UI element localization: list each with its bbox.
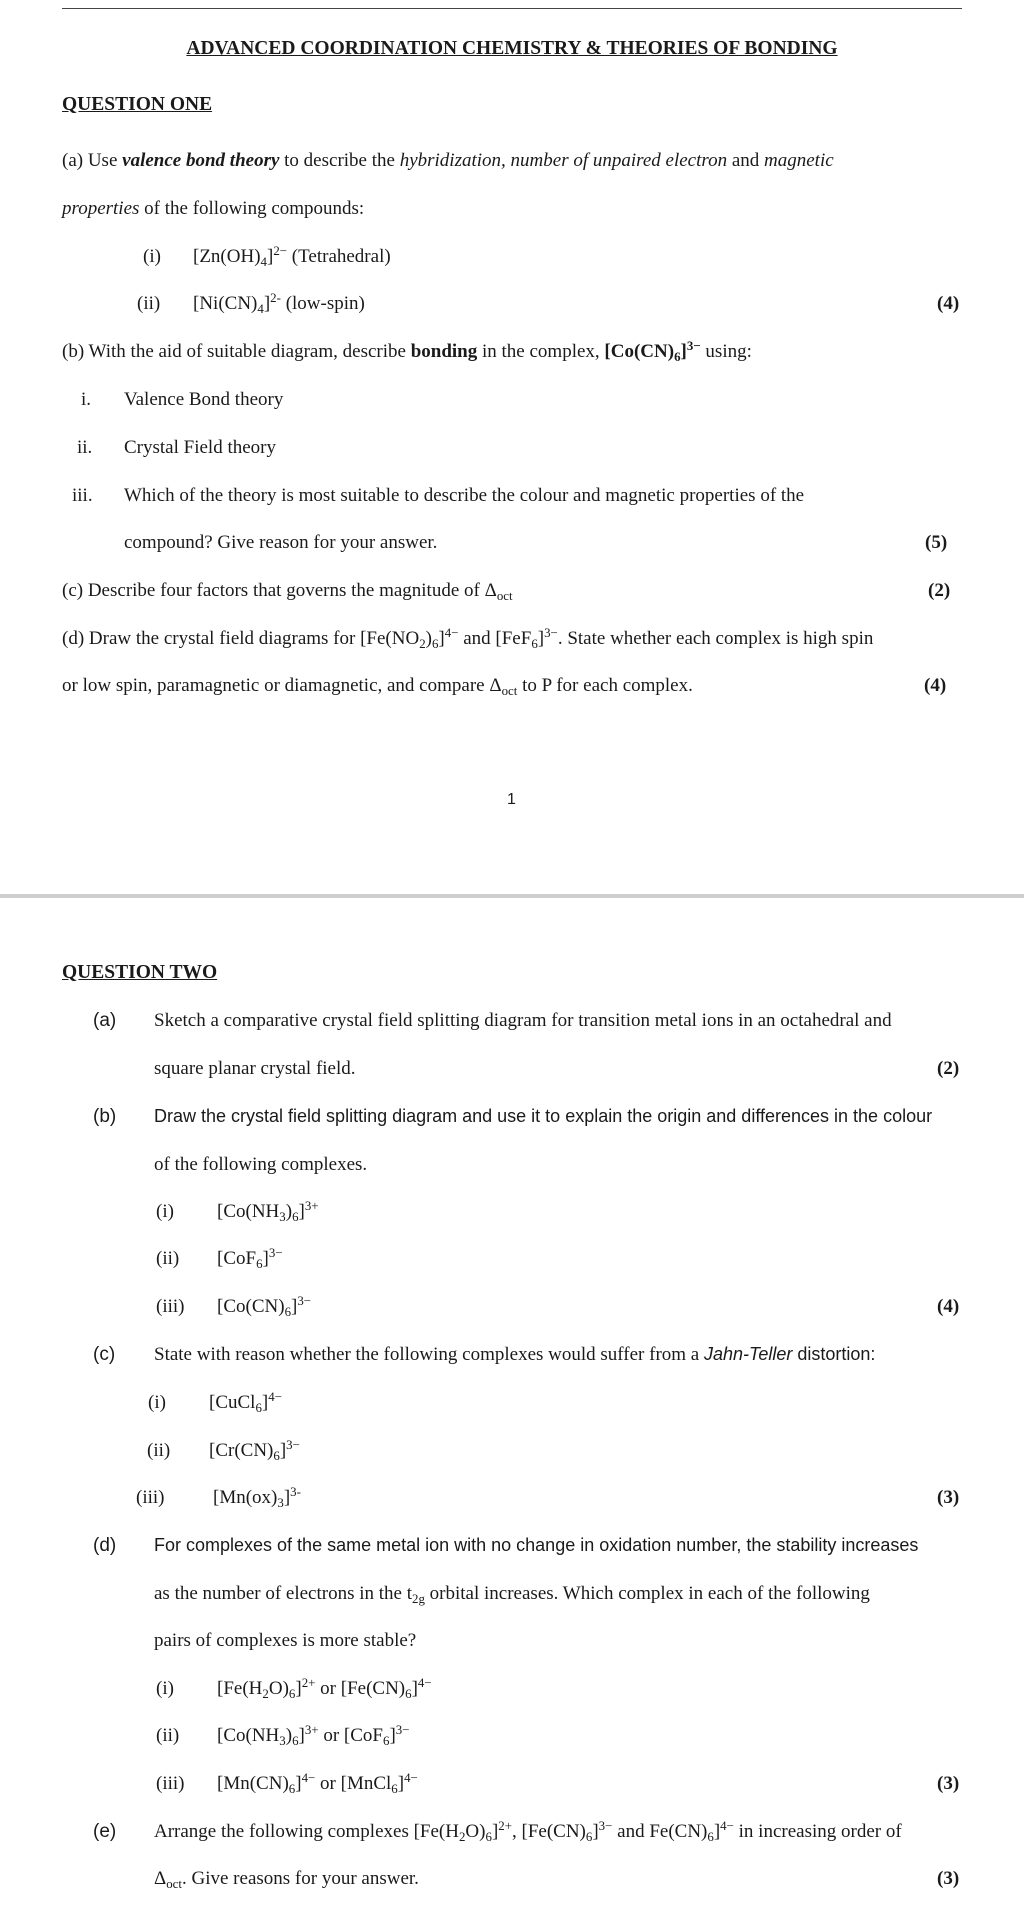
q1b-complex: $[Co(CN)_6]^{3-}$ <box>604 337 701 364</box>
q2e-mark: (3) <box>937 1868 960 1889</box>
q1c-line: (c) Describe four factors that governs the magnitude of $\Delta_{oct}$ <box>62 580 513 603</box>
q2d-line2: as the number of electrons in the $t_{2g}$ orbital increases. Which complex in each of the following <box>154 1583 870 1606</box>
q1a-i-formula: $[Zn(OH)_4]^{2-}$ (Tetrahedral) <box>193 242 391 269</box>
q2c-ii-num: (ii) <box>147 1440 171 1461</box>
q1b-ii-text: Crystal Field theory <box>124 437 276 458</box>
q1a-ii-num: (ii) <box>137 293 161 314</box>
q2b-i-formula: $[Co(NH_3)_6]^{3+}$ <box>217 1197 319 1224</box>
q1a-ii-formula: $[Ni(CN)_4]^{2-}$ (low-spin) <box>193 289 365 316</box>
q2c-iii-formula: $[Mn(ox)_3]^{3-}$ <box>213 1483 301 1510</box>
page-separator <box>0 894 1024 898</box>
q2e-line1: Arrange the following complexes $[Fe(H_2O)_6]^{2+}$, $[Fe(CN)_6]^{3-}$ and $Fe(CN)_6]^{4-}$ in increasing order of <box>154 1817 902 1844</box>
q1b-iii-text: Which of the theory is most suitable to describe the colour and magnetic properties of the <box>124 485 805 506</box>
q1d-line2: or low spin, paramagnetic or diamagnetic, and compare $\Delta_{oct}$ to P for each complex. <box>62 675 693 698</box>
q1b-i-text: Valence Bond theory <box>124 389 284 410</box>
q2a-line1: Sketch a comparative crystal field splitting diagram for transition metal ions in an octahedral and <box>154 1010 892 1031</box>
q1b-iii-num: iii. <box>72 485 93 506</box>
q1b-mark: (5) <box>925 532 948 553</box>
q1a-text: (a) Use <box>62 150 123 171</box>
q1b-i-num: i. <box>81 389 92 410</box>
question-two-heading: QUESTION TWO <box>62 962 218 983</box>
page-number: 1 <box>507 791 516 808</box>
q1b-line1: (b) With the aid of suitable diagram, describe bonding in the complex, $[Co(CN)_6]^{3-}$ using: <box>62 337 752 364</box>
q2d-line3: pairs of complexes is more stable? <box>154 1630 417 1651</box>
q2e-label: (e) <box>93 1821 117 1842</box>
q2d-iii-formula: $[Mn(CN)_6]^{4-}$ or [MnCl$_6$]$^{4-}$ <box>217 1769 418 1796</box>
q2d-ii-formula: $[Co(NH_3)_6]^{3+}$ or $[CoF_6]^{3-}$ <box>217 1721 410 1748</box>
q1a-emph: hybridization, number of unpaired electron <box>399 150 728 171</box>
q1a-text: of the following compounds: <box>139 198 365 219</box>
q2d-i-num: (i) <box>156 1678 174 1699</box>
q2b-ii-num: (ii) <box>156 1248 180 1269</box>
q1a-emph: properties <box>62 198 140 219</box>
q2a-mark: (2) <box>937 1058 960 1079</box>
q1c-mark: (2) <box>928 580 951 601</box>
q2b-i-num: (i) <box>156 1201 174 1222</box>
q2c-iii-num: (iii) <box>136 1487 165 1508</box>
q2a-line2: square planar crystal field. <box>154 1058 356 1079</box>
q2d-iii-num: (iii) <box>156 1773 185 1794</box>
q2e-line2: $\Delta_{oct}$. Give reasons for your answer. <box>154 1868 419 1891</box>
q1a-mark: (4) <box>937 293 960 314</box>
q1a-line2 <box>62 198 364 220</box>
q2a-label: (a) <box>93 1010 117 1031</box>
q2d-mark: (3) <box>937 1773 960 1794</box>
q1a-text: to describe the <box>279 150 400 171</box>
top-rule <box>62 8 962 9</box>
q1d-line1: (d) Draw the crystal field diagrams for $[Fe(NO_2)_6]^{4-}$ and $[FeF_6]^{3-}$. State whether each complex is high spin <box>62 624 874 651</box>
q2d-label: (d) <box>93 1535 117 1556</box>
q2c-line1: State with reason whether the following complexes would suffer from a Jahn-Teller distortion: <box>154 1344 876 1365</box>
q2b-iii-formula: $[Co(CN)_6]^{3-}$ <box>217 1292 312 1319</box>
q1d-mark: (4) <box>924 675 947 696</box>
q1a-line1 <box>62 150 834 172</box>
q2b-line2: of the following complexes. <box>154 1154 368 1175</box>
q2d-line1: For complexes of the same metal ion with no change in oxidation number, the stability increases <box>154 1535 919 1555</box>
q1a-i-num: (i) <box>143 246 161 267</box>
question-one-heading: QUESTION ONE <box>62 94 213 115</box>
q1b-iii-text2: compound? Give reason for your answer. <box>124 532 438 553</box>
q2b-iii-num: (iii) <box>156 1296 185 1317</box>
q2b-label: (b) <box>93 1106 117 1127</box>
q1a-text: and <box>727 150 765 171</box>
q2c-mark: (3) <box>937 1487 960 1508</box>
q2c-i-formula: [CuCl$_6$]$^{4-}$ <box>209 1388 282 1415</box>
q2c-ii-formula: $[Cr(CN)_6]^{3-}$ <box>209 1436 300 1463</box>
q2c-label: (c) <box>93 1344 116 1365</box>
q1a-emph: valence bond theory <box>122 150 280 171</box>
q2b-mark: (4) <box>937 1296 960 1317</box>
q2d-ii-num: (ii) <box>156 1725 180 1746</box>
q1a-emph: magnetic <box>764 150 834 171</box>
page-title: ADVANCED COORDINATION CHEMISTRY & THEORIES OF BONDING <box>186 38 838 59</box>
q2b-line1: Draw the crystal field splitting diagram and use it to explain the origin and differences in the colour <box>154 1106 933 1126</box>
q2d-i-formula: $[Fe(H_2O)_6]^{2+}$ or $[Fe(CN)_6]^{4-}$ <box>217 1674 432 1701</box>
q2b-ii-formula: $[CoF_6]^{3-}$ <box>217 1244 283 1271</box>
q2c-i-num: (i) <box>148 1392 166 1413</box>
q1b-ii-num: ii. <box>77 437 93 458</box>
